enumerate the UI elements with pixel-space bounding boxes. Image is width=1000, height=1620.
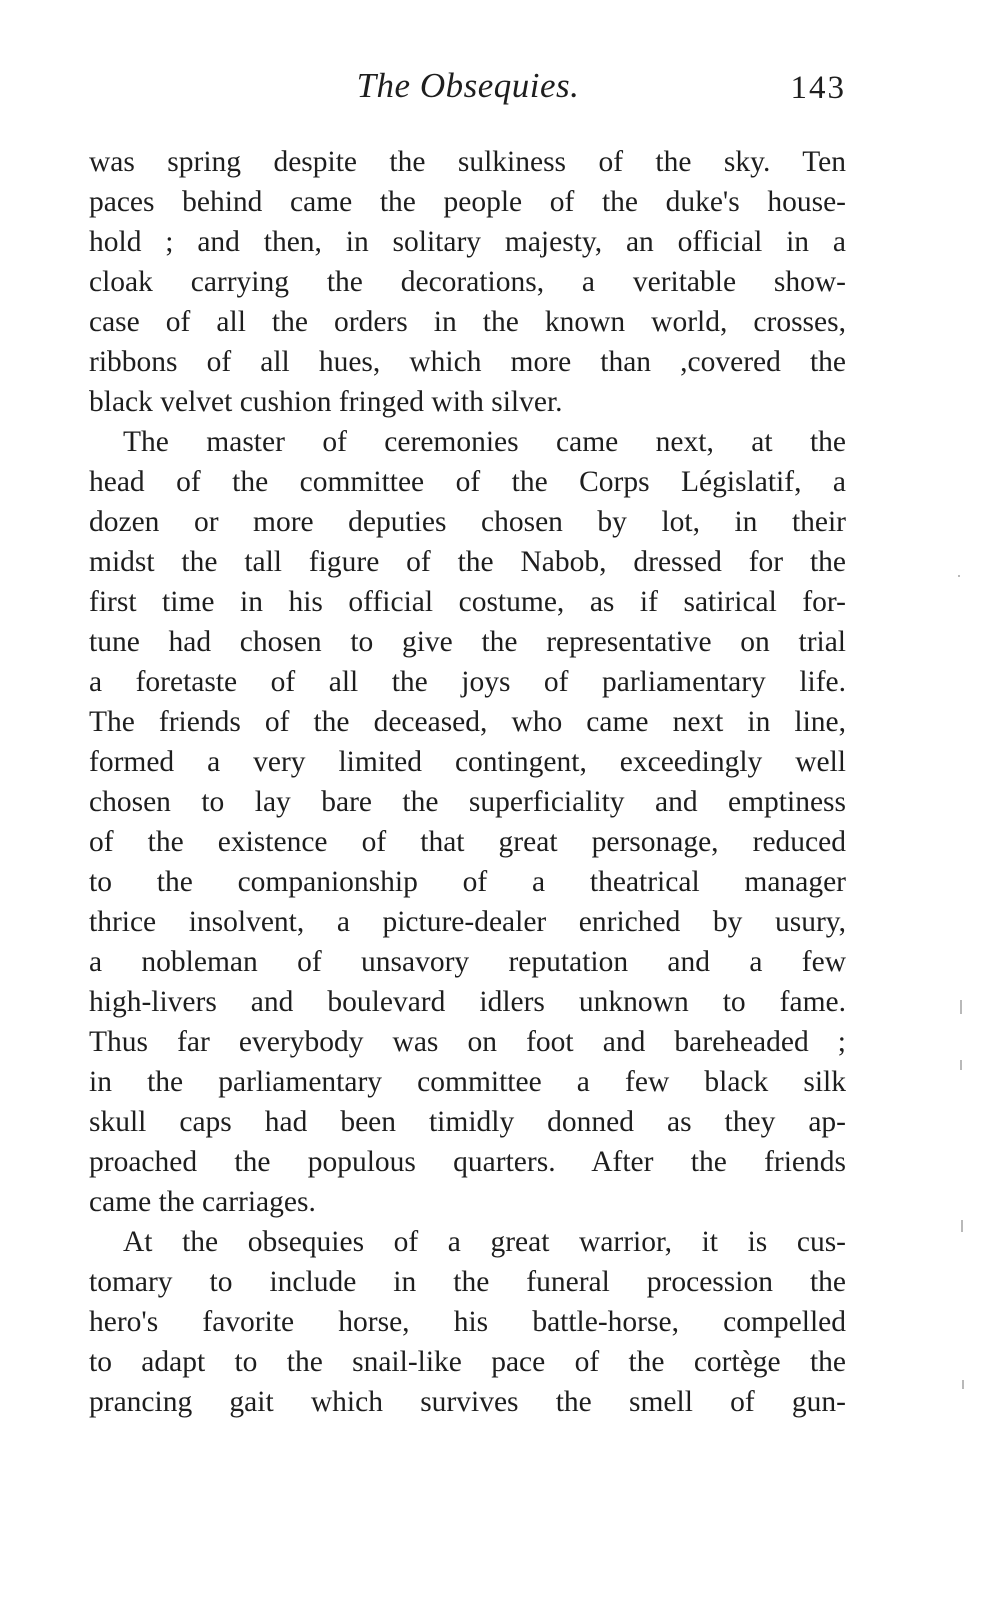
text-line: skull caps had been timidly donned as they ap- [89,1106,846,1138]
text-line: hero's favorite horse, his battle-horse, compelled [89,1306,846,1338]
paragraph-end-line: came the carriages. [89,1186,316,1218]
text-line: paces behind came the people of the duke's house- [89,186,846,218]
text-line: case of all the orders in the known world, crosses, [89,306,846,338]
paragraph-start-line: At the obsequies of a great warrior, it is cus- [123,1226,846,1258]
text-line: prancing gait which survives the smell of gun- [89,1386,846,1418]
text-line: proached the populous quarters. After the friends [89,1146,846,1178]
paragraph-start-line: The master of ceremonies came next, at the [123,426,846,458]
text-line: hold ; and then, in solitary majesty, an official in a [89,226,846,258]
text-line: in the parliamentary committee a few black silk [89,1066,846,1098]
text-line: formed a very limited contingent, exceedingly well [89,746,846,778]
scan-speck [960,1000,962,1014]
text-line: to adapt to the snail-like pace of the cortège the [89,1346,846,1378]
text-line: a nobleman of unsavory reputation and a few [89,946,846,978]
scan-speck [960,1060,962,1070]
body-text [89,142,846,1422]
paragraph-end-line: black velvet cushion fringed with silver. [89,386,563,418]
text-line: to the companionship of a theatrical manager [89,866,846,898]
text-line: first time in his official costume, as if satirical for- [89,586,846,618]
text-line: tomary to include in the funeral procession the [89,1266,846,1298]
text-line: cloak carrying the decorations, a veritable show- [89,266,846,298]
running-head [88,66,848,116]
scan-speck [961,1220,963,1232]
text-line: ribbons of all hues, which more than ,covered the [89,346,846,378]
scan-speck [958,575,960,577]
text-line: of the existence of that great personage, reduced [89,826,846,858]
text-line: The friends of the deceased, who came next in line, [89,706,846,738]
text-line: high-livers and boulevard idlers unknown to fame. [89,986,846,1018]
running-title: The Obsequies. [356,66,580,105]
text-line: tune had chosen to give the representative on trial [89,626,846,658]
text-line: was spring despite the sulkiness of the sky. Ten [89,146,846,178]
text-line: dozen or more deputies chosen by lot, in their [89,506,846,538]
text-line: midst the tall figure of the Nabob, dressed for the [89,546,846,578]
text-line: a foretaste of all the joys of parliamentary life. [89,666,846,698]
text-line: Thus far everybody was on foot and bareheaded ; [89,1026,846,1058]
page-number: 143 [790,70,846,106]
text-line: thrice insolvent, a picture-dealer enriched by usury, [89,906,846,938]
text-line: head of the committee of the Corps Législatif, a [89,466,846,498]
text-line: chosen to lay bare the superficiality and emptiness [89,786,846,818]
scan-speck [962,1380,964,1389]
